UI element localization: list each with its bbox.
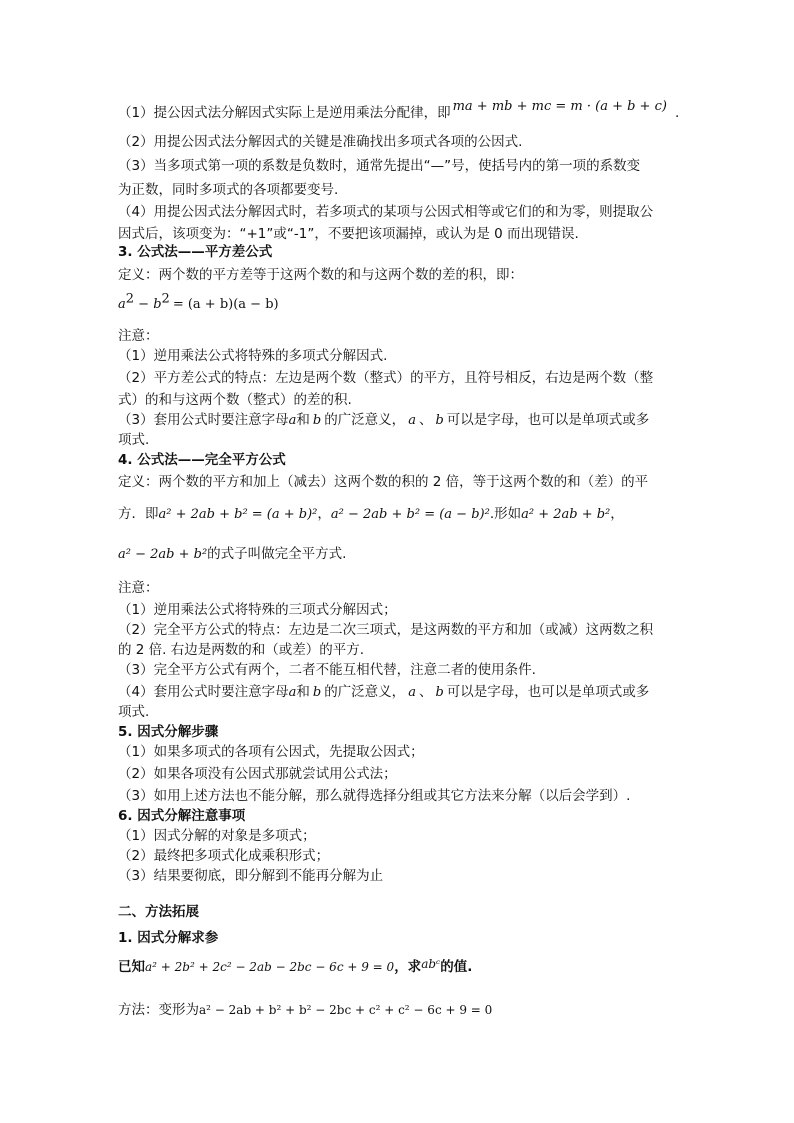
period: . [674, 105, 680, 121]
text-line: （3）完全平方公式有两个，二者不能互相代替，注意二者的使用条件. [118, 662, 536, 678]
text-line: 的 2 倍. 右边是两数的和（或差）的平方. [118, 642, 365, 658]
section-heading-5: 5. 因式分解步骤 [118, 724, 219, 740]
text-line: （2）平方差公式的特点：左边是两个数（整式）的平方，且符号相反，右边是两个数（整 [118, 370, 654, 386]
text-line: （2）完全平方公式的特点：左边是二次三项式，是这两数的平方和加（或减）这两数之积 [118, 622, 654, 638]
problem-statement: 已知a² + 2b² + 2c² − 2ab − 2bc − 6c + 9 = 0，求abᶜ的值. [118, 957, 473, 975]
text-line: （2）最终把多项式化成乘积形式； [118, 848, 330, 864]
text-line: （1）逆用乘法公式将特殊的多项式分解因式. [118, 348, 388, 364]
formula-method: a² − 2ab + b² + b² − 2bc + c² + c² − 6c + 9 = 0 [199, 1003, 493, 1017]
text-line: 项式. [118, 432, 150, 448]
text-line: 项式. [118, 704, 150, 720]
text-line: a² − 2ab + b²的式子叫做完全平方式. [118, 546, 347, 562]
text-line: 为正数，同时多项式的各项都要变号. [118, 182, 339, 198]
formula-square-of-sum: a² + 2ab + b² = (a + b)² [158, 507, 318, 522]
text-line: （4）套用公式时要注意字母a和 b 的广泛意义， a 、 b 可以是字母，也可以是单项式或多 [118, 684, 650, 700]
text: （1）提公因式法分解因式实际上是逆用乘法分配律，即 [118, 105, 451, 121]
text-line: 方法：变形为a² − 2ab + b² + b² − 2bc + c² + c² − 6c + 9 = 0 [118, 1002, 493, 1018]
text-line: 注意： [118, 328, 159, 344]
text-line: （1）逆用乘法公式将特殊的三项式分解因式； [118, 602, 397, 618]
text-line: （3）当多项式第一项的系数是负数时，通常先提出“—”号，使括号内的第一项的系数变 [118, 158, 641, 174]
text-line: （3）结果要彻底，即分解到不能再分解为止 [118, 868, 384, 884]
text-line: （1）如果多项式的各项有公因式，先提取公因式； [118, 744, 424, 760]
formula-perfect-square: a² − 2ab + b² [118, 547, 208, 562]
text-line: 因式后，该项变为：“+1”或“-1”，不要把该项漏掉，或认为是 0 而出现错误. [118, 226, 579, 242]
formula-target: abᶜ [421, 957, 441, 971]
section-heading-3: 3. 公式法——平方差公式 [118, 244, 273, 260]
section-heading-6: 6. 因式分解注意事项 [118, 808, 246, 824]
formula-square-of-difference: a² − 2ab + b² = (a − b)² [330, 507, 490, 522]
text-line: 注意： [118, 580, 159, 596]
text-line: （4）用提公因式法分解因式时，若多项式的某项与公因式相等或它们的和为零，则提取公 [118, 204, 654, 220]
text-line: （1）因式分解的对象是多项式； [118, 828, 316, 844]
formula-difference-of-squares: $a^2 - b^2 = (a + b)(a - b)$ [118, 291, 279, 312]
formula-example: a² + 2ab + b² [521, 507, 611, 522]
section-title: 二、方法拓展 [118, 904, 199, 920]
text-line: 定义：两个数的平方差等于这两个数的和与这两个数的差的积，即： [118, 267, 523, 283]
formula-distributive: ma + mb + mc = m · (a + b + c) [452, 99, 667, 114]
text-line: 定义：两个数的平方和加上（减去）这两个数的积的 2 倍，等于这两个数的和（差）的平 [118, 474, 649, 490]
section-heading-4: 4. 公式法——完全平方公式 [118, 452, 286, 468]
text-line: （2）用提公因式法分解因式的关键是准确找出多项式各项的公因式. [118, 134, 523, 150]
text-line: （2）如果各项没有公因式那就尝试用公式法； [118, 766, 397, 782]
text-line: 方．即a² + 2ab + b² = (a + b)²，a² − 2ab + b² = (a − b)².形如a² + 2ab + b²， [118, 506, 624, 522]
formula-condition: a² + 2b² + 2c² − 2ab − 2bc − 6c + 9 = 0 [145, 960, 395, 974]
text-line: 式）的和与这两个数（整式）的差的积. [118, 392, 352, 408]
subsection-heading: 1. 因式分解求参 [118, 930, 219, 946]
text-line: （3）套用公式时要注意字母a和 b 的广泛意义， a 、 b 可以是字母，也可以是单项式或多 [118, 412, 650, 428]
text-line [118, 99, 680, 123]
text-line: （3）如用上述方法也不能分解，那么就得选择分组或其它方法来分解（以后会学到）. [118, 788, 631, 804]
